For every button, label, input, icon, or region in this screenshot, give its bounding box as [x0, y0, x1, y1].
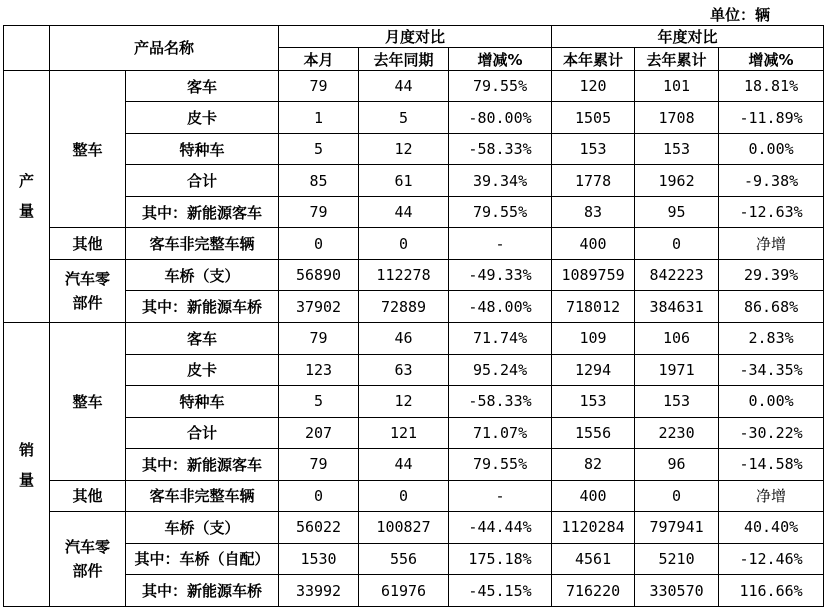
section-label-char: 量: [18, 470, 34, 489]
col-header-ytd: 本年累计: [552, 48, 635, 70]
value-cell: 0: [279, 228, 359, 260]
section-label-char: 产: [18, 172, 34, 191]
table-row: [4, 449, 824, 481]
table-row: [4, 323, 824, 355]
item-name-cell: 车桥（支）: [126, 512, 279, 544]
value-cell: 1089759: [552, 259, 635, 291]
value-cell: 116.66%: [719, 575, 824, 607]
value-cell: 61: [359, 165, 449, 197]
value-cell: 82: [552, 449, 635, 481]
value-cell: 44: [359, 70, 449, 102]
value-cell: 18.81%: [719, 70, 824, 102]
item-name-cell: 车桥（支）: [126, 259, 279, 291]
value-cell: -58.33%: [449, 133, 552, 165]
value-cell: 1556: [552, 417, 635, 449]
value-cell: 842223: [635, 259, 719, 291]
item-name-cell: 客车: [126, 323, 279, 355]
group-label-cell: [50, 512, 126, 607]
value-cell: 1120284: [552, 512, 635, 544]
item-name-cell: 特种车: [126, 386, 279, 418]
value-cell: 1778: [552, 165, 635, 197]
value-cell: -14.58%: [719, 449, 824, 481]
group-label-cell: 其他: [50, 228, 126, 260]
value-cell: 175.18%: [449, 543, 552, 575]
value-cell: -12.46%: [719, 543, 824, 575]
table-row: [4, 386, 824, 418]
item-name-cell: 其中：车桥（自配）: [126, 543, 279, 575]
item-name-cell: 特种车: [126, 133, 279, 165]
value-cell: 95: [635, 196, 719, 228]
value-cell: 79: [279, 323, 359, 355]
table-row: [4, 133, 824, 165]
value-cell: 79: [279, 196, 359, 228]
value-cell: -34.35%: [719, 354, 824, 386]
value-cell: 1: [279, 102, 359, 134]
value-cell: 净增: [719, 228, 824, 260]
value-cell: 96: [635, 449, 719, 481]
production-sales-table: [3, 25, 824, 607]
value-cell: 4561: [552, 543, 635, 575]
group-label-cell: 其他: [50, 480, 126, 512]
value-cell: 1708: [635, 102, 719, 134]
table-row: [4, 480, 824, 512]
value-cell: 33992: [279, 575, 359, 607]
item-name-cell: 客车非完整车辆: [126, 228, 279, 260]
col-header-this-month: 本月: [279, 48, 359, 70]
header-blank-cell: [4, 26, 50, 71]
value-cell: 718012: [552, 291, 635, 323]
value-cell: 12: [359, 386, 449, 418]
value-cell: 5210: [635, 543, 719, 575]
value-cell: 79.55%: [449, 196, 552, 228]
value-cell: 1530: [279, 543, 359, 575]
value-cell: 79.55%: [449, 449, 552, 481]
value-cell: 0.00%: [719, 133, 824, 165]
value-cell: 384631: [635, 291, 719, 323]
table-row: [4, 102, 824, 134]
value-cell: -: [449, 228, 552, 260]
item-name-cell: 其中：新能源客车: [126, 196, 279, 228]
value-cell: 86.68%: [719, 291, 824, 323]
value-cell: 112278: [359, 259, 449, 291]
value-cell: 39.34%: [449, 165, 552, 197]
value-cell: 400: [552, 480, 635, 512]
value-cell: 0: [279, 480, 359, 512]
value-cell: 0: [635, 228, 719, 260]
value-cell: -58.33%: [449, 386, 552, 418]
value-cell: 72889: [359, 291, 449, 323]
value-cell: -48.00%: [449, 291, 552, 323]
value-cell: 123: [279, 354, 359, 386]
value-cell: 1971: [635, 354, 719, 386]
group-label-line: 部件: [72, 562, 103, 581]
value-cell: 5: [359, 102, 449, 134]
value-cell: 71.07%: [449, 417, 552, 449]
group-label-cell: 整车: [50, 70, 126, 228]
value-cell: 0: [359, 480, 449, 512]
table-row: [4, 70, 824, 102]
value-cell: 79: [279, 70, 359, 102]
value-cell: 797941: [635, 512, 719, 544]
value-cell: 120: [552, 70, 635, 102]
value-cell: 56890: [279, 259, 359, 291]
value-cell: -45.15%: [449, 575, 552, 607]
value-cell: 106: [635, 323, 719, 355]
col-header-last-year-same-period: 去年同期: [359, 48, 449, 70]
value-cell: 56022: [279, 512, 359, 544]
value-cell: 0.00%: [719, 386, 824, 418]
col-header-monthly-change: 增减%: [449, 48, 552, 70]
item-name-cell: 皮卡: [126, 102, 279, 134]
value-cell: -11.89%: [719, 102, 824, 134]
value-cell: -49.33%: [449, 259, 552, 291]
table-row: [4, 575, 824, 607]
value-cell: -12.63%: [719, 196, 824, 228]
value-cell: 净增: [719, 480, 824, 512]
value-cell: 1294: [552, 354, 635, 386]
value-cell: 85: [279, 165, 359, 197]
value-cell: -80.00%: [449, 102, 552, 134]
item-name-cell: 其中：新能源车桥: [126, 575, 279, 607]
col-header-yearly-change: 增减%: [719, 48, 824, 70]
value-cell: 1962: [635, 165, 719, 197]
value-cell: 71.74%: [449, 323, 552, 355]
section-label-cell: [4, 70, 50, 322]
section-label-cell: [4, 323, 50, 607]
value-cell: 153: [552, 386, 635, 418]
value-cell: 83: [552, 196, 635, 228]
value-cell: 0: [635, 480, 719, 512]
header-product-name: 产品名称: [50, 26, 279, 71]
value-cell: 37902: [279, 291, 359, 323]
table-body: [4, 26, 824, 607]
value-cell: 330570: [635, 575, 719, 607]
value-cell: 101: [635, 70, 719, 102]
header-row-1: [4, 26, 824, 48]
section-label-char: 销: [18, 440, 34, 459]
table-row: [4, 417, 824, 449]
table-row: [4, 196, 824, 228]
value-cell: 153: [635, 133, 719, 165]
value-cell: -30.22%: [719, 417, 824, 449]
unit-label: 单位：辆: [709, 6, 770, 24]
header-yearly-compare: 年度对比: [552, 26, 824, 48]
group-label-cell: 整车: [50, 323, 126, 481]
value-cell: 5: [279, 386, 359, 418]
value-cell: 5: [279, 133, 359, 165]
value-cell: 556: [359, 543, 449, 575]
value-cell: 44: [359, 449, 449, 481]
value-cell: -: [449, 480, 552, 512]
table-row: [4, 165, 824, 197]
item-name-cell: 合计: [126, 165, 279, 197]
value-cell: 400: [552, 228, 635, 260]
value-cell: 95.24%: [449, 354, 552, 386]
value-cell: 61976: [359, 575, 449, 607]
value-cell: 2230: [635, 417, 719, 449]
value-cell: 29.39%: [719, 259, 824, 291]
value-cell: 46: [359, 323, 449, 355]
value-cell: 40.40%: [719, 512, 824, 544]
value-cell: 0: [359, 228, 449, 260]
table-row: [4, 543, 824, 575]
table-row: [4, 228, 824, 260]
value-cell: -44.44%: [449, 512, 552, 544]
table-row: [4, 354, 824, 386]
item-name-cell: 其中：新能源车桥: [126, 291, 279, 323]
table-row: [4, 259, 824, 291]
group-label-line: 汽车零: [64, 538, 110, 557]
value-cell: 716220: [552, 575, 635, 607]
group-label-cell: [50, 259, 126, 322]
group-label-line: 汽车零: [64, 269, 110, 288]
table-row: [4, 291, 824, 323]
value-cell: 12: [359, 133, 449, 165]
table-row: [4, 512, 824, 544]
value-cell: 121: [359, 417, 449, 449]
value-cell: 207: [279, 417, 359, 449]
value-cell: 44: [359, 196, 449, 228]
value-cell: 63: [359, 354, 449, 386]
value-cell: 153: [635, 386, 719, 418]
item-name-cell: 客车非完整车辆: [126, 480, 279, 512]
section-label-char: 量: [18, 202, 34, 221]
value-cell: 2.83%: [719, 323, 824, 355]
group-label-line: 部件: [72, 293, 103, 312]
item-name-cell: 合计: [126, 417, 279, 449]
item-name-cell: 皮卡: [126, 354, 279, 386]
header-monthly-compare: 月度对比: [279, 26, 552, 48]
value-cell: 100827: [359, 512, 449, 544]
item-name-cell: 客车: [126, 70, 279, 102]
value-cell: 79: [279, 449, 359, 481]
value-cell: 1505: [552, 102, 635, 134]
value-cell: 79.55%: [449, 70, 552, 102]
value-cell: 109: [552, 323, 635, 355]
value-cell: -9.38%: [719, 165, 824, 197]
item-name-cell: 其中：新能源客车: [126, 449, 279, 481]
value-cell: 153: [552, 133, 635, 165]
col-header-last-ytd: 去年累计: [635, 48, 719, 70]
